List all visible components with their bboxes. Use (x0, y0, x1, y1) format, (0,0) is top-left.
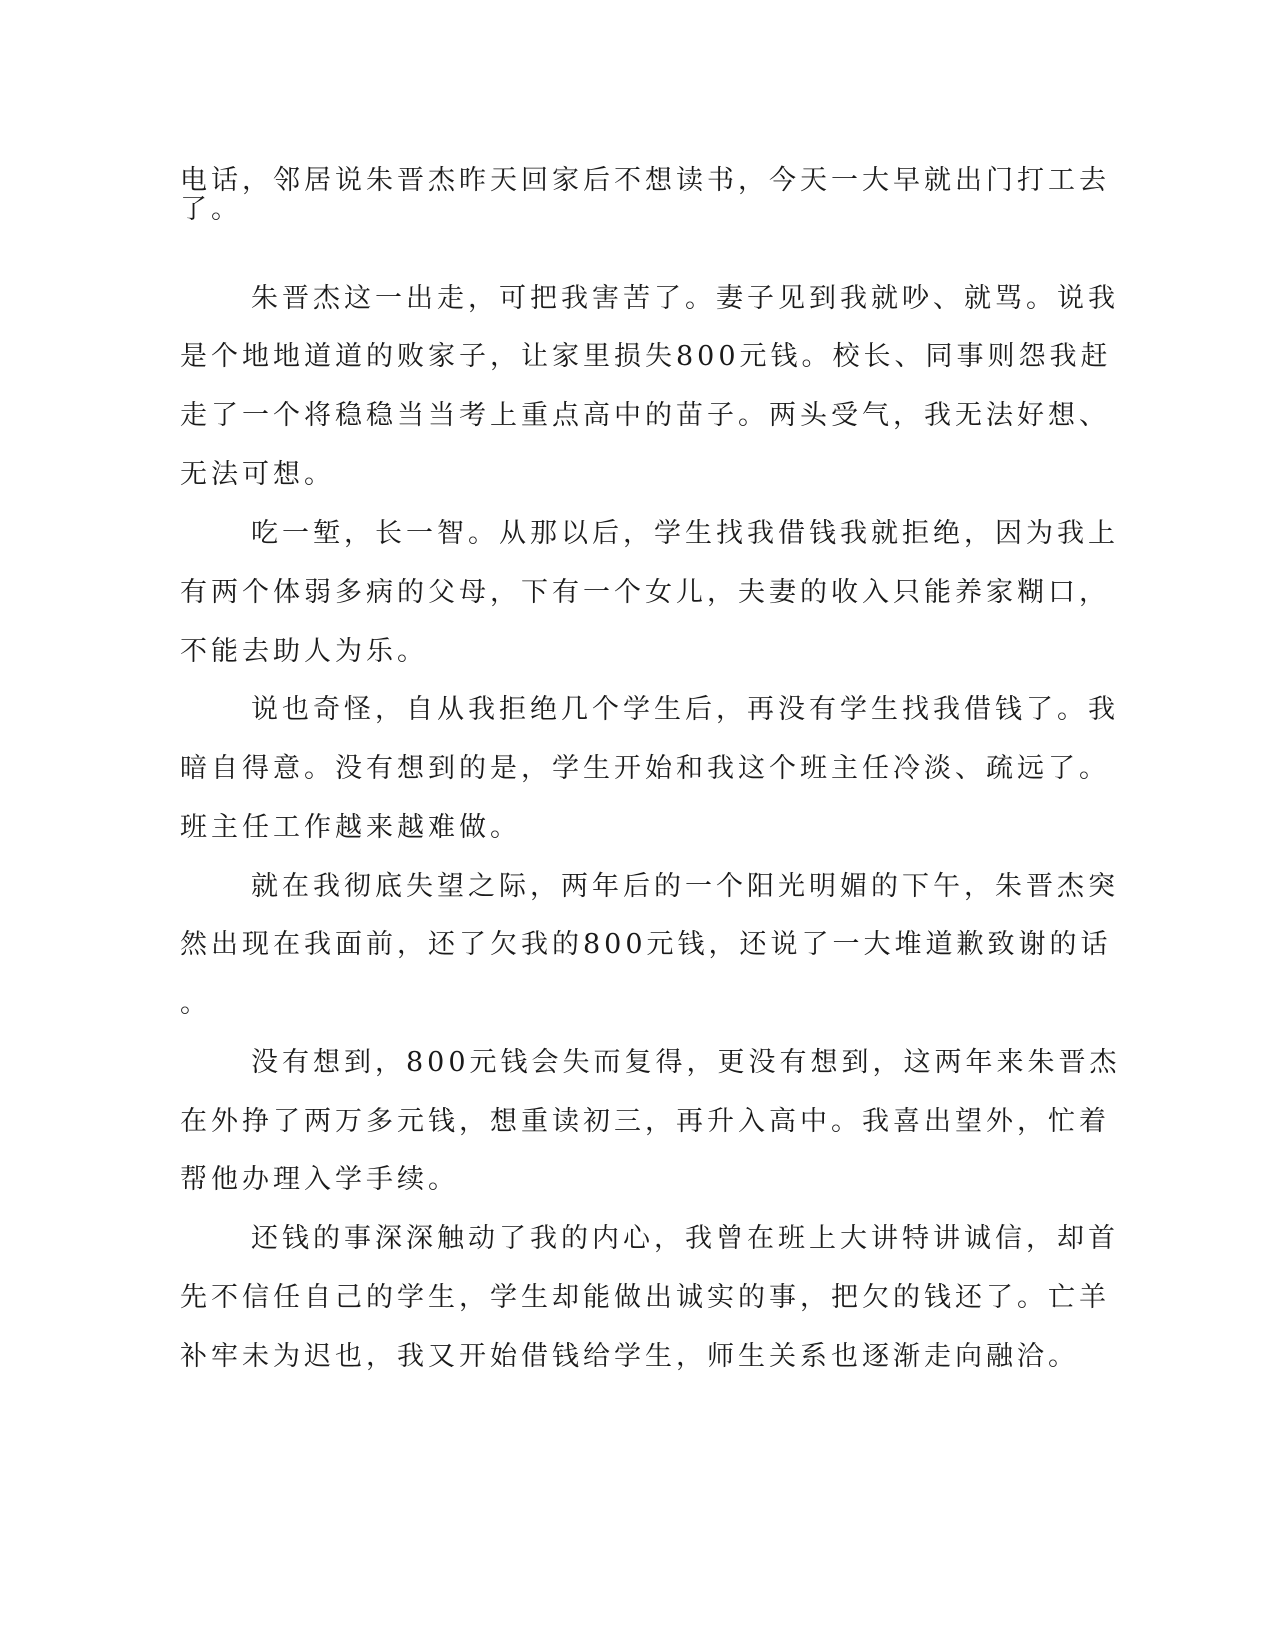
text-line: 说也奇怪，自从我拒绝几个学生后，再没有学生找我借钱了。我 (251, 694, 1119, 725)
text-line: 先不信任自己的学生，学生却能做出诚实的事，把欠的钱还了。亡羊 (180, 1282, 1110, 1313)
text-line: 。 (180, 988, 211, 1019)
text-line: 帮他办理入学手续。 (180, 1164, 459, 1195)
text-line: 就在我彻底失望之际，两年后的一个阳光明媚的下午，朱晋杰突 (251, 871, 1119, 902)
text-line: 不能去助人为乐。 (180, 636, 428, 667)
text-line: 补牢未为迟也，我又开始借钱给学生，师生关系也逐渐走向融洽。 (180, 1341, 1079, 1372)
text-line: 走了一个将稳稳当当考上重点高中的苗子。两头受气，我无法好想、 (180, 400, 1110, 431)
text-line: 是个地地道道的败家子，让家里损失800元钱。校长、同事则怨我赶 (180, 341, 1112, 372)
text-line: 有两个体弱多病的父母，下有一个女儿，夫妻的收入只能养家糊口， (180, 577, 1110, 608)
text-line: 吃一堑，长一智。从那以后，学生找我借钱我就拒绝，因为我上 (251, 518, 1119, 549)
text-line: 了。 (180, 194, 242, 225)
text-line: 暗自得意。没有想到的是，学生开始和我这个班主任冷淡、疏远了。 (180, 753, 1110, 784)
text-line: 无法可想。 (180, 459, 335, 490)
text-line: 班主任工作越来越难做。 (180, 812, 521, 843)
text-line: 在外挣了两万多元钱，想重读初三，再升入高中。我喜出望外，忙着 (180, 1106, 1110, 1137)
text-line: 还钱的事深深触动了我的内心，我曾在班上大讲特讲诚信，却首 (251, 1223, 1119, 1254)
text-line: 电话，邻居说朱晋杰昨天回家后不想读书，今天一大早就出门打工去 (180, 165, 1110, 196)
text-line: 朱晋杰这一出走，可把我害苦了。妻子见到我就吵、就骂。说我 (251, 283, 1119, 314)
text-line: 没有想到，800元钱会失而复得，更没有想到，这两年来朱晋杰 (251, 1047, 1121, 1078)
text-line: 然出现在我面前，还了欠我的800元钱，还说了一大堆道歉致谢的话 (180, 929, 1112, 960)
